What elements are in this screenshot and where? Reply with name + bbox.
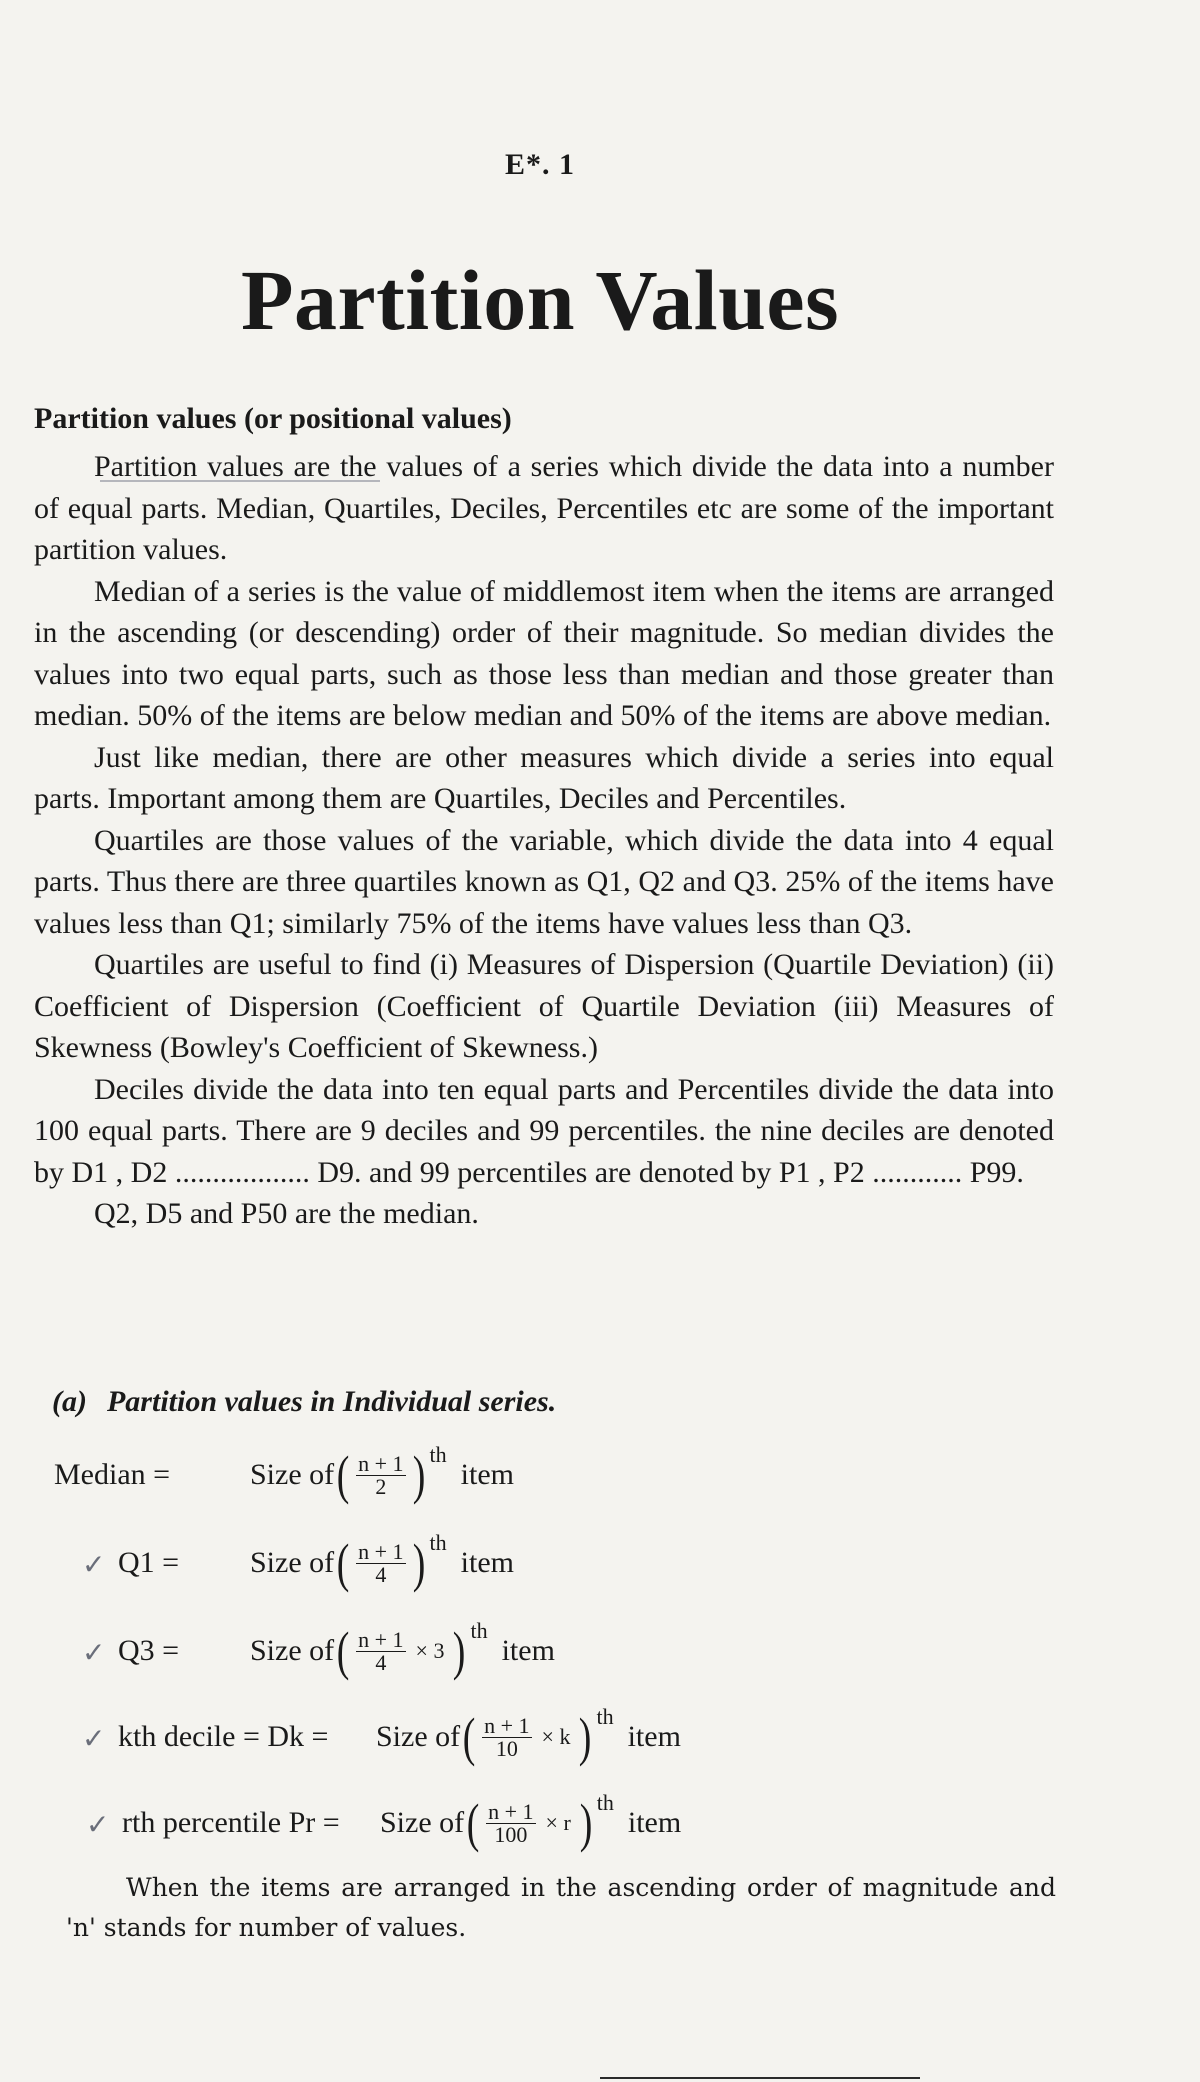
item-label: item: [627, 1806, 682, 1839]
section-heading: Partition values (or positional values): [34, 402, 512, 435]
formula-rhs: [250, 1530, 514, 1593]
denominator: 4: [375, 1561, 387, 1587]
denominator: 4: [375, 1649, 387, 1675]
size-of-label: Size of: [376, 1720, 461, 1753]
denominator: 10: [495, 1735, 518, 1761]
item-label: item: [460, 1458, 514, 1491]
formula-lhs: Q1 =: [118, 1546, 180, 1579]
paragraph: Deciles divide the data into ten equal parts and Percentiles divide the data into 100 equal parts. There are 9 deciles and 99 percentiles. the nine deciles are denoted by D1 , D2 .................. D9. and 99 percentiles are denoted by P1 , P2 ............ P99.: [34, 1072, 1054, 1189]
fraction: [356, 1450, 405, 1499]
formula-lhs: Median =: [54, 1458, 171, 1491]
footer-note: [66, 1868, 1056, 1948]
paragraph: Quartiles are those values of the variable, which divide the data into 4 equal parts. Thus there are three quartiles known as Q1, Q2 and Q3. 25% of the items have values less than Q1; similarly 75% of the items have values less than Q3.: [34, 823, 1054, 940]
sub-heading: [52, 1385, 556, 1419]
size-of-label: Size of: [250, 1634, 335, 1667]
superscript: th: [429, 1530, 447, 1555]
formula-rhs: [380, 1790, 682, 1853]
sub-heading-text: Partition values in Individual series.: [106, 1385, 557, 1418]
right-paren: ): [579, 1707, 592, 1767]
numerator: n + 1: [358, 1626, 404, 1652]
multiplier: × r: [545, 1810, 571, 1835]
check-mark-icon: ✓: [82, 1638, 106, 1669]
superscript: th: [596, 1704, 614, 1729]
size-of-label: Size of: [250, 1546, 335, 1579]
size-of-label: Size of: [250, 1458, 335, 1491]
fraction: [486, 1798, 535, 1847]
sub-heading-marker: (a): [52, 1385, 87, 1418]
denominator: 2: [375, 1473, 387, 1499]
multiplier: × k: [541, 1724, 571, 1749]
footer-paragraph: When the items are arranged in the ascending order of magnitude and 'n' stands for number of values.: [66, 1873, 1056, 1942]
formula-lhs: kth decile = Dk =: [118, 1720, 329, 1753]
chapter-title: Partition Values: [240, 252, 840, 348]
superscript: th: [470, 1618, 488, 1643]
page-number: E*. 1: [504, 148, 575, 181]
check-mark-icon: ✓: [82, 1724, 106, 1755]
paragraph: Just like median, there are other measures which divide a series into equal parts. Important among them are Quartiles, Deciles and Percentiles.: [34, 740, 1054, 815]
fraction: [356, 1538, 405, 1587]
size-of-label: Size of: [380, 1806, 465, 1839]
formula-lhs: rth percentile Pr =: [122, 1806, 340, 1839]
formula-lhs: Q3 =: [118, 1634, 180, 1667]
right-paren: ): [579, 1793, 593, 1853]
paragraph: Quartiles are useful to find (i) Measures of Dispersion (Quartile Deviation) (ii) Coefficient of Dispersion (Coefficient of Quartile Deviation (iii) Measures of Skewness (Bowley's Coefficient of Skewness.): [34, 948, 1054, 1064]
left-paren: (: [336, 1445, 350, 1505]
fraction: [482, 1712, 531, 1761]
item-label: item: [501, 1634, 555, 1667]
superscript: th: [429, 1442, 447, 1467]
superscript: th: [596, 1790, 614, 1815]
check-mark-icon: ✓: [82, 1550, 106, 1581]
numerator: n + 1: [484, 1712, 530, 1738]
formula-rhs: [250, 1618, 555, 1681]
bottom-rule: [600, 2077, 920, 2079]
check-mark-icon: ✓: [86, 1810, 110, 1841]
item-label: item: [460, 1546, 514, 1579]
left-paren: (: [336, 1533, 350, 1593]
right-paren: ): [412, 1445, 425, 1505]
body-text: [34, 446, 1054, 1235]
formula-rhs: [376, 1704, 681, 1767]
fraction: [356, 1626, 405, 1675]
numerator: n + 1: [358, 1538, 404, 1564]
right-paren: ): [412, 1533, 425, 1593]
left-paren: (: [466, 1793, 480, 1853]
right-paren: ): [453, 1621, 466, 1681]
denominator: 100: [494, 1821, 528, 1847]
multiplier: × 3: [415, 1638, 445, 1663]
item-label: item: [627, 1720, 681, 1753]
numerator: n + 1: [358, 1450, 404, 1476]
left-paren: (: [462, 1707, 476, 1767]
left-paren: (: [336, 1621, 350, 1681]
paragraph: Q2, D5 and P50 are the median.: [94, 1197, 479, 1230]
paragraph: Partition values are the values of a series which divide the data into a number of equal parts. Median, Quartiles, Deciles, Percentiles etc are some of the important partition values.: [34, 450, 1054, 566]
paragraph: Median of a series is the value of middlemost item when the items are arranged in the ascending (or descending) order of their magnitude. So median divides the values into two equal parts, such as those less than median and those greater than median. 50% of the items are below median and 50% of the items are above median.: [34, 574, 1054, 732]
formula-rhs: [250, 1442, 514, 1505]
numerator: n + 1: [488, 1798, 534, 1824]
